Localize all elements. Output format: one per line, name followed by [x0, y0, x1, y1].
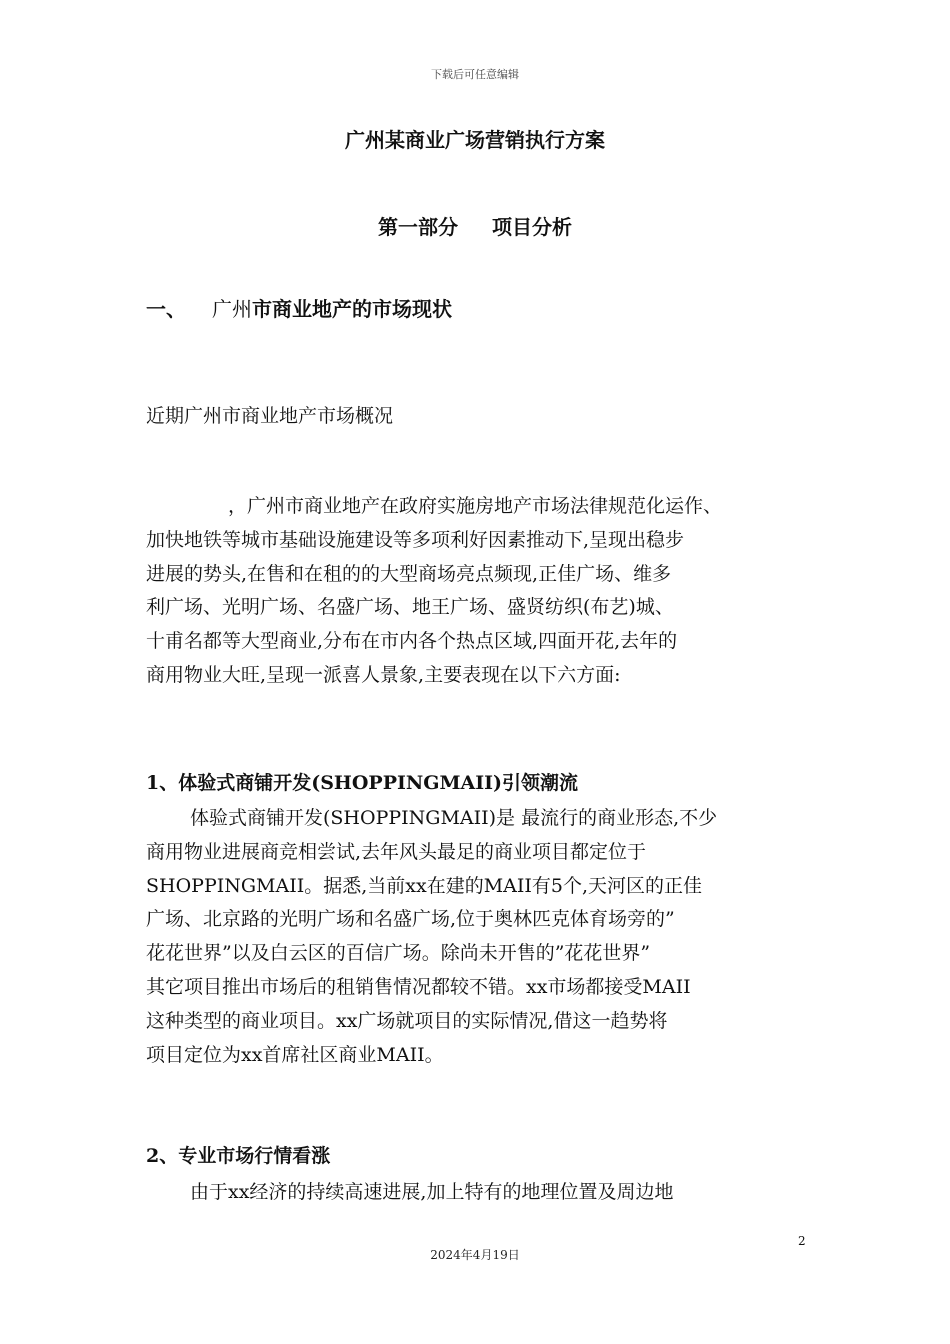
point1-heading: 1、体验式商铺开发(SHOPPINGMAII)引领潮流: [146, 772, 579, 794]
footer-date: 2024年4月19日: [430, 1248, 520, 1262]
paragraph-line: 进展的势头,在售和在租的的大型商场亮点频现,正佳广场、维多: [146, 562, 672, 585]
paragraph-line: 商用物业进展商竞相尝试,去年风头最足的商业项目都定位于: [146, 840, 647, 863]
paragraph-line: 体验式商铺开发(SHOPPINGMAII)是 最流行的商业形态,不少: [190, 807, 718, 829]
paragraph-line: 这种类型的商业项目。xx广场就项目的实际情况,借这一趋势将: [146, 1009, 668, 1032]
section-heading-lead: 广州: [212, 297, 252, 321]
paragraph-line: 广场、北京路的光明广场和名盛广场,位于奥林匹克体育场旁的”: [146, 908, 675, 931]
section-heading: [146, 293, 452, 322]
paragraph-line: 由于xx经济的持续高速进展,加上特有的地理位置及周边地: [190, 1181, 674, 1203]
paragraph-line: 其它项目推出市场后的租销售情况都较不错。xx市场都接受MAII: [146, 975, 691, 998]
section-heading-text: 市商业地产的市场现状: [252, 297, 452, 321]
header-note: 下载后可任意编辑: [431, 68, 519, 81]
paragraph-line: 加快地铁等城市基础设施建设等多项利好因素推动下,呈现出稳步: [146, 528, 685, 551]
paragraph-line: 利广场、光明广场、名盛广场、地王广场、盛贤纺织(布艺)城、: [146, 596, 674, 619]
paragraph-line: 项目定位为xx首席社区商业MAII。: [146, 1043, 444, 1066]
part-name: 项目分析: [492, 215, 572, 239]
document-title: 广州某商业广场营销执行方案: [345, 128, 605, 152]
paragraph-line: 十甫名都等大型商业,分布在市内各个热点区域,四面开花,去年的: [146, 630, 678, 653]
point2-paragraph: [146, 1176, 826, 1210]
point2-heading: 2、专业市场行情看涨: [146, 1145, 331, 1167]
paragraph-line: 花花世界”以及白云区的百信广场。除尚未开售的”花花世界”: [146, 942, 651, 965]
page-number: 2: [798, 1234, 806, 1248]
overview-title: 近期广州市商业地产市场概况: [146, 405, 394, 427]
paragraph-line: SHOPPINGMAII。据悉,当前xx在建的MAII有5个,天河区的正佳: [146, 874, 703, 897]
paragraph-line: 商用物业大旺,呈现一派喜人景象,主要表现在以下六方面:: [146, 663, 621, 686]
part-label: 第一部分: [378, 215, 458, 239]
section-number: 一、: [146, 297, 186, 321]
paragraph-line: ，广州市商业地产在政府实施房地产市场法律规范化运作、: [228, 495, 723, 517]
part-title: [0, 211, 950, 240]
point1-paragraph: [146, 802, 826, 1072]
intro-paragraph: [146, 490, 826, 693]
